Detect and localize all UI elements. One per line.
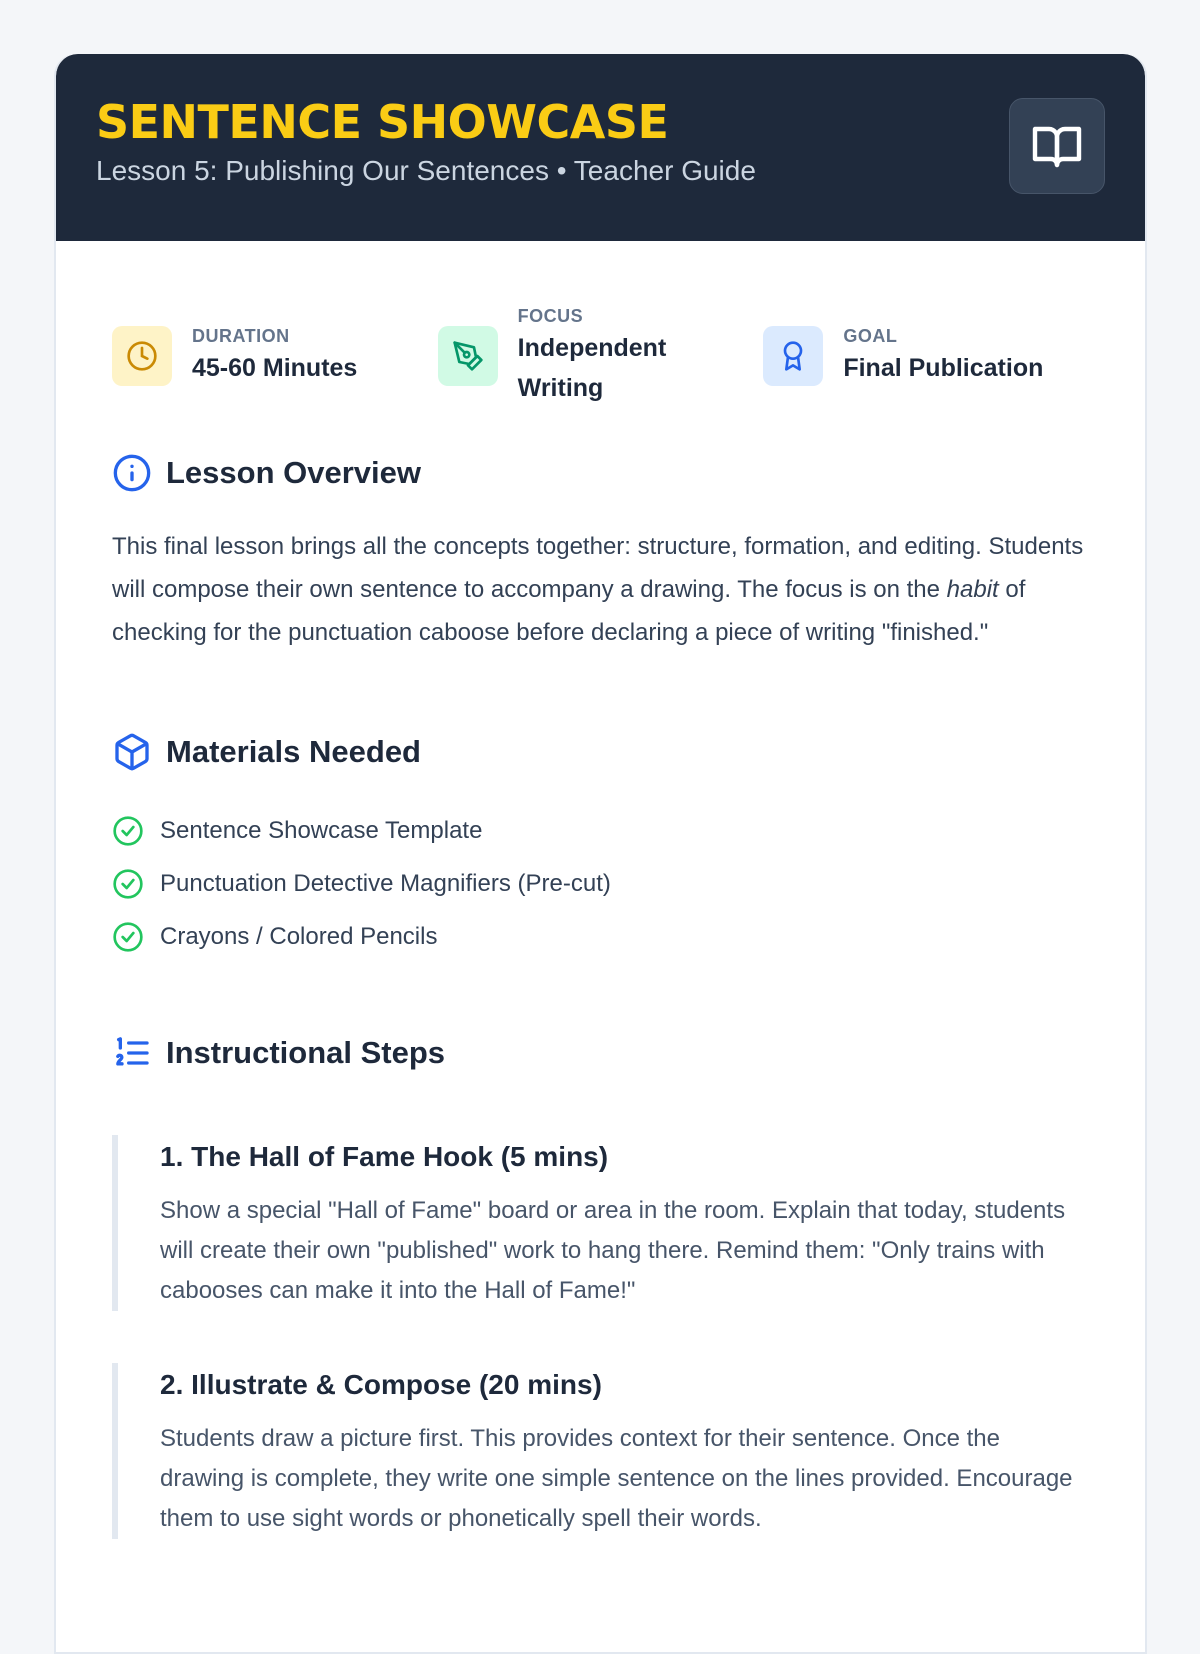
step-title: 2. Illustrate & Compose (20 mins) (160, 1369, 602, 1400)
step-text: Students draw a picture first. This provides context for their sentence. Once the drawing is complete, they write one simple sentence on the lines provided. Encourage them to use sight words or phonetically spell their words. (160, 1425, 1073, 1532)
meta-focus (438, 297, 764, 415)
steps-heading (112, 1031, 1089, 1075)
guide-book-button[interactable] (1009, 98, 1105, 194)
clock-icon-badge (112, 326, 172, 386)
overview-text (112, 525, 1089, 654)
lesson-card (54, 54, 1147, 1654)
check-circle-icon (112, 868, 144, 900)
meta-goal (763, 297, 1089, 415)
lesson-header (56, 54, 1145, 241)
overview-text-part: This final lesson brings all the concepts together: structure, formation, and editing. Students will compose their own sentence to accompany a drawing. The focus is on the (112, 533, 1084, 603)
page-title: SENTENCE SHOWCASE (96, 95, 669, 149)
overview-section (112, 451, 1089, 654)
materials-section (112, 730, 1089, 963)
overview-text-part: of checking for the punctuation caboose before declaring a piece of writing "finished." (112, 576, 1026, 646)
award-icon (777, 340, 809, 372)
info-icon (112, 453, 152, 493)
check-circle-icon (112, 815, 144, 847)
overview-emphasis: habit (946, 576, 999, 603)
numbered-list-icon (112, 1033, 152, 1073)
pen-tool-icon-badge (438, 326, 498, 386)
material-label: Punctuation Detective Magnifiers (Pre-cut) (160, 869, 611, 897)
section-title: Lesson Overview (166, 455, 422, 490)
overview-heading (112, 451, 1089, 495)
clock-icon (126, 340, 158, 372)
meta-value: 45-60 Minutes (192, 354, 358, 382)
meta-value: Independent Writing (517, 334, 667, 402)
award-icon-badge (763, 326, 823, 386)
list-item (112, 857, 1089, 910)
step-item (112, 1363, 1089, 1539)
lesson-meta (112, 297, 1089, 415)
step-title: 1. The Hall of Fame Hook (5 mins) (160, 1141, 609, 1172)
materials-heading (112, 730, 1089, 774)
step-text: Show a special "Hall of Fame" board or area in the room. Explain that today, students will create their own "published" work to hang there. Remind them: "Only trains with cabooses can make it into the Hall of Fame!" (160, 1197, 1066, 1304)
pen-tool-icon (452, 340, 484, 372)
open-book-icon (1031, 123, 1083, 169)
list-item (112, 910, 1089, 963)
material-label: Sentence Showcase Template (160, 816, 483, 844)
meta-duration (112, 297, 438, 415)
step-item (112, 1135, 1089, 1311)
package-icon (112, 732, 152, 772)
material-label: Crayons / Colored Pencils (160, 922, 438, 950)
meta-label: DURATION (192, 326, 290, 346)
list-item (112, 804, 1089, 857)
section-title: Instructional Steps (166, 1035, 446, 1070)
check-circle-icon (112, 921, 144, 953)
meta-label: GOAL (843, 326, 898, 346)
meta-value: Final Publication (843, 354, 1044, 382)
meta-label: FOCUS (517, 306, 584, 326)
page-subtitle: Lesson 5: Publishing Our Sentences • Teacher Guide (96, 155, 756, 186)
steps-section (112, 1031, 1089, 1539)
section-title: Materials Needed (166, 734, 421, 769)
materials-list (112, 804, 1089, 963)
